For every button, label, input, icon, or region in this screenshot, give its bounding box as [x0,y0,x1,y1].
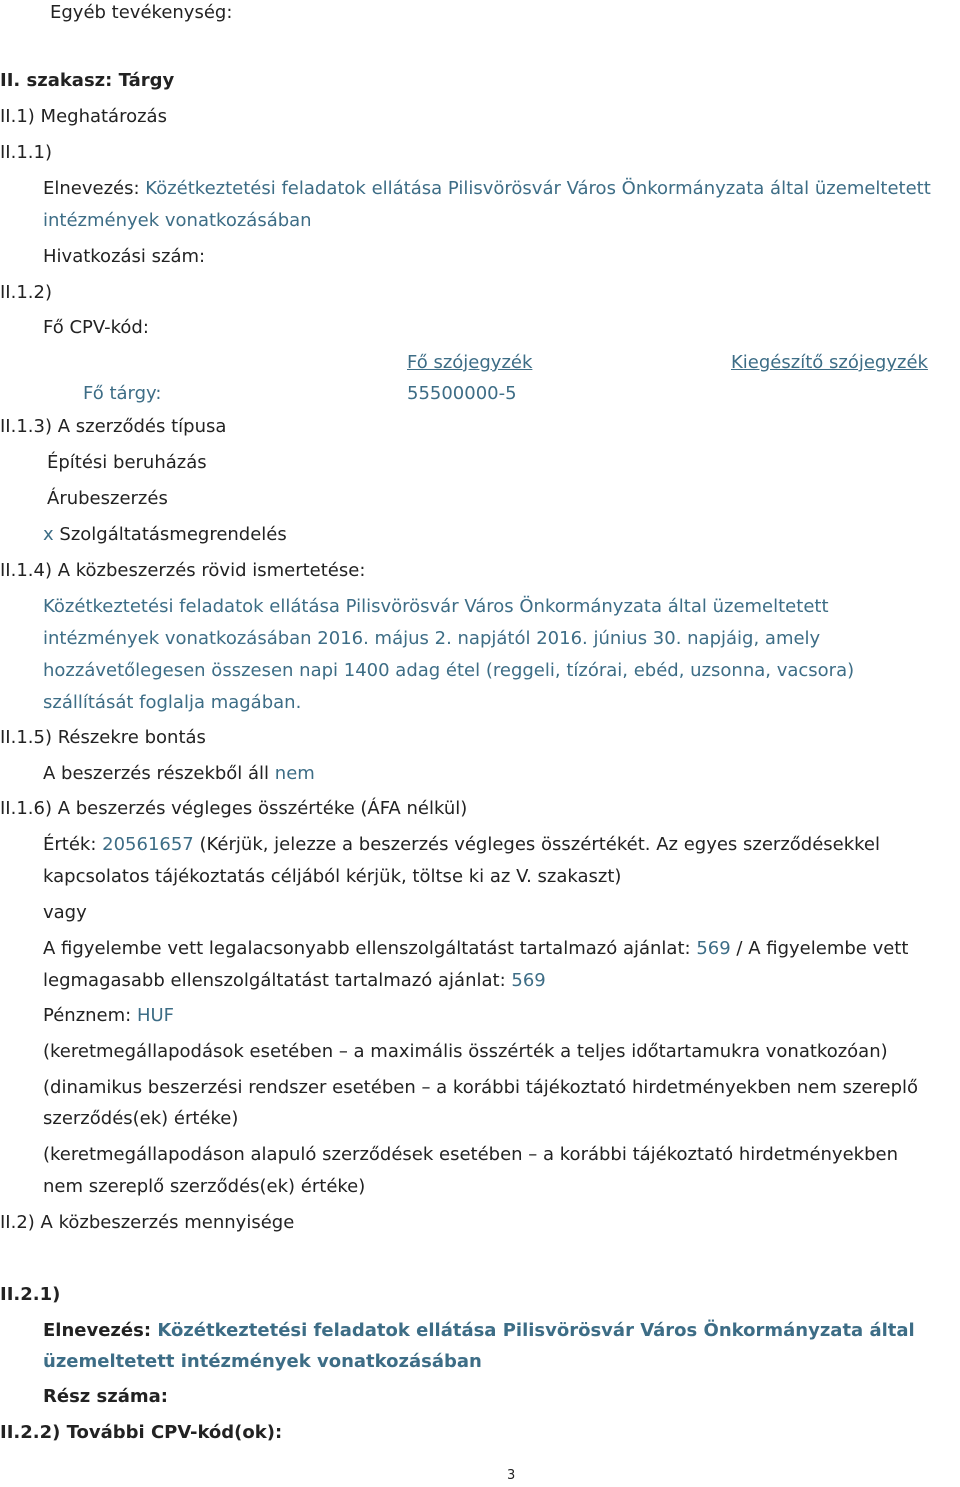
section-2-2-1-number: II.2.1) [0,1284,61,1305]
lowest-offer-field [43,938,908,960]
short-description-title: II.1.4) A közbeszerzés rövid ismertetése: [0,560,366,581]
highest-offer-label: A figyelembe vett [748,938,909,959]
lowest-offer-value: 569 [696,938,731,959]
lots-field [43,763,315,785]
lot-name-label: Elnevezés: [43,1320,152,1341]
short-description-line-4: szállítását foglalja magában. [43,692,302,713]
section-2-1-title: II.1) Meghatározás [0,106,167,127]
name-value: Közétkeztetési feladatok ellátása Pilisvörösvár Város Önkormányzata által üzemeltetett [145,178,931,199]
lot-name-value: Közétkeztetési feladatok ellátása Pilisvörösvár Város Önkormányzata által [157,1320,915,1341]
main-object-label: Fő tárgy: [83,383,162,404]
total-value-field [43,834,880,856]
section-2-title: II. szakasz: Tárgy [0,70,175,91]
page-number: 3 [507,1468,516,1483]
highest-offer-label-continued: legmagasabb ellenszolgáltatást tartalmazó ajánlat: [43,970,506,991]
short-description-line-3: hozzávetőlegesen összesen napi 1400 adag étel (reggeli, tízórai, ebéd, uzsonna, vacsora) [43,660,855,681]
or-text: vagy [43,902,87,923]
dynamic-system-note-continued: szerződés(ek) értéke) [43,1108,239,1129]
value-note-continued: kapcsolatos tájékoztatás céljából kérjük, töltse ki az V. szakaszt) [43,866,622,887]
framework-note: (keretmegállapodások esetében – a maximális összérték a teljes időtartamukra vonatkozóan) [43,1041,888,1062]
lots-value: nem [274,763,315,784]
section-2-1-1-number: II.1.1) [0,142,52,163]
contract-type-title: II.1.3) A szerződés típusa [0,416,227,437]
lot-name-value-continued: üzemeltetett intézmények vonatkozásában [43,1351,482,1372]
short-description-line-2: intézmények vonatkozásában 2016. május 2. napjától 2016. június 30. napjáig, amely [43,628,821,649]
contract-type-works: Építési beruházás [47,452,207,473]
value-note: (Kérjük, jelezze a beszerzés végleges összértékét. Az egyes szerződésekkel [199,834,881,855]
quantity-title: II.2) A közbeszerzés mennyisége [0,1212,295,1233]
name-value-continued: intézmények vonatkozásában [43,210,312,231]
main-cpv-label: Fő CPV-kód: [43,317,149,338]
cpv-code-value: 55500000-5 [407,383,517,404]
currency-field [43,1005,174,1027]
selected-mark: x [43,524,54,545]
currency-value: HUF [136,1005,175,1026]
lot-number-label: Rész száma: [43,1386,168,1407]
contract-type-services-label: Szolgáltatásmegrendelés [59,524,287,545]
additional-cpv-title: II.2.2) További CPV-kód(ok): [0,1422,283,1443]
contract-type-supplies: Árubeszerzés [47,488,168,509]
reference-number-label: Hivatkozási szám: [43,246,206,267]
other-activity-label: Egyéb tevékenység: [50,2,233,23]
framework-contracts-note: (keretmegállapodáson alapuló szerződések esetében – a korábbi tájékoztató hirdetményekben [43,1144,898,1165]
section-2-1-2-number: II.1.2) [0,282,52,303]
lots-title: II.1.5) Részekre bontás [0,727,206,748]
main-vocabulary-header: Fő szójegyzék [407,352,533,373]
name-field [43,178,931,200]
contract-type-services [43,524,287,546]
lot-name-field [43,1320,915,1342]
highest-offer-field [43,970,546,992]
lots-label: A beszerzés részekből áll [43,763,270,784]
lowest-offer-label: A figyelembe vett legalacsonyabb ellenszolgáltatást tartalmazó ajánlat: [43,938,691,959]
dynamic-system-note: (dinamikus beszerzési rendszer esetében – a korábbi tájékoztató hirdetményekben nem szereplő [43,1077,919,1098]
currency-label: Pénznem: [43,1005,132,1026]
supplementary-vocabulary-header: Kiegészítő szójegyzék [731,352,928,373]
short-description-line-1: Közétkeztetési feladatok ellátása Pilisvörösvár Város Önkormányzata által üzemeltetett [43,596,829,617]
highest-offer-value: 569 [511,970,546,991]
value-label: Érték: [43,834,97,855]
offer-separator: / [736,938,743,959]
total-value-title: II.1.6) A beszerzés végleges összértéke (ÁFA nélkül) [0,798,468,819]
framework-contracts-note-continued: nem szereplő szerződés(ek) értéke) [43,1176,366,1197]
name-label: Elnevezés: [43,178,140,199]
total-value: 20561657 [102,834,194,855]
